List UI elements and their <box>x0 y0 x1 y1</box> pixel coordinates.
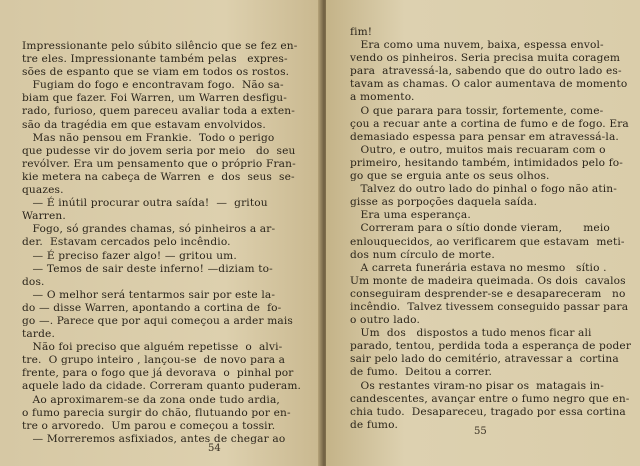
page-number-right: 55 <box>474 426 487 437</box>
text-line: Fugiam do fogo e encontravam fogo. Não sa- <box>22 79 284 92</box>
text-line: kie metera na cabeça de Warren e dos seus se- <box>22 170 295 183</box>
text-line: candescentes, avançar entre o fumo negro que en- <box>350 392 630 405</box>
text-line: parado, tentou, perdida toda a esperança de poder <box>350 340 632 353</box>
text-line: que pudesse vir do jovem seria por meio do seu <box>22 144 296 157</box>
text-line: dos. <box>22 275 45 288</box>
text-line: tavam as chamas. O calor aumentava de momento <box>350 78 628 91</box>
text-line: tre. O grupo inteiro , lançou-se de novo para a <box>22 354 286 367</box>
text-line: tre o arvoredo. Um parou e começou a tossir. <box>22 419 276 432</box>
text-line: a momento. <box>350 91 415 104</box>
text-line: Talvez do outro lado do pinhal o fogo não atin- <box>350 183 618 196</box>
text-line: o fumo parecia surgir do chão, flutuando por en- <box>22 406 291 419</box>
right-page <box>326 0 640 466</box>
text-line: enlouquecidos, ao verificarem que estavam meti- <box>350 235 625 248</box>
text-line: tarde. <box>22 328 55 341</box>
text-line: vendo os pinheiros. Seria precisa muita coragem <box>350 52 621 65</box>
text-line: revólver. Era um pensamento que o próprio Fran- <box>22 157 296 170</box>
text-line: fim! <box>350 26 373 38</box>
text-line: go —. Parece que por aqui começou a arder mais <box>22 314 293 327</box>
text-line: dos num círculo de morte. <box>350 248 495 261</box>
text-line: Outro, e outro, muitos mais recuaram com o <box>350 143 606 156</box>
page-number-left: 54 <box>208 443 221 454</box>
text-line: der. Estavam cercados pelo incêndio. <box>22 236 231 249</box>
right-page-text <box>350 26 630 432</box>
text-line: Impressionante pelo súbito silêncio que se fez en- <box>22 40 298 52</box>
text-line: demasiado espessa para pensar em atravessá-la. <box>350 130 619 143</box>
text-line: Fogo, só grandes chamas, só pinheiros a ar- <box>22 223 276 236</box>
text-line: Mas não pensou em Frankie. Todo o perigo <box>22 131 275 144</box>
text-line: Os restantes viram-no pisar os matagais in- <box>350 379 605 392</box>
text-line: aquele lado da cidade. Correram quanto puderam. <box>22 380 302 393</box>
text-line: gisse as porpoções daquela saída. <box>350 196 538 209</box>
text-line: Correram para o sítio donde vieram, meio <box>350 222 610 235</box>
text-line: tre eles. Impressionante também pelas expres- <box>22 53 288 66</box>
text-line: o outro lado. <box>350 314 421 327</box>
text-line: — O melhor será tentarmos sair por este la- <box>22 288 276 301</box>
text-line: Ao aproximarem-se da zona onde tudo ardia, <box>22 393 280 406</box>
text-line: — Morreremos asfixiados, antes de chegar ao <box>22 432 286 445</box>
text-line: A carreta funerária estava no mesmo sítio . <box>350 261 607 274</box>
text-line: O que parara para tossir, fortemente, come- <box>350 104 604 117</box>
text-line: são da tragédia em que estavam envolvidos. <box>22 118 266 131</box>
text-line: go que se erguia ante os seus olhos. <box>350 170 550 183</box>
text-line: quazes. <box>22 184 64 197</box>
text-line: biam que fazer. Foi Warren, um Warren desfigu- <box>22 92 287 105</box>
text-line: çou a recuar ante a cortina de fumo e de fogo. Era <box>350 117 629 130</box>
text-line: de fumo. Deitou a correr. <box>350 366 493 379</box>
text-line: Não foi preciso que alguém repetisse o alvi- <box>22 341 283 354</box>
text-line: Um monte de madeira queimada. Os dois cavalos <box>350 274 626 287</box>
text-line: Um dos dispostos a tudo menos ficar ali <box>350 327 592 340</box>
text-line: — É preciso fazer algo! — gritou um. <box>22 249 237 262</box>
text-line: conseguiram desprender-se e desapareceram no <box>350 287 626 300</box>
text-line: para atravessá-la, sabendo que do outro lado es- <box>350 65 622 78</box>
text-line: incêndio. Talvez tivessem conseguido passar para <box>350 300 629 313</box>
left-page-text <box>22 40 312 446</box>
text-line: do — disse Warren, apontando a cortina de fo- <box>22 301 282 314</box>
text-line: Era como uma nuvem, baixa, espessa envol- <box>350 39 604 52</box>
text-line: Warren. <box>22 210 66 223</box>
text-line: rado, furioso, quem pareceu avaliar toda a exten- <box>22 105 295 118</box>
text-line: frente, para o fogo que já devorava o pinhal por <box>22 367 294 380</box>
text-line: primeiro, hesitando também, intimidados pelo fo- <box>350 156 624 169</box>
text-line: Era uma esperança. <box>350 209 471 222</box>
text-line: — É inútil procurar outra saída! — gritou <box>22 197 268 210</box>
text-line: de fumo. <box>350 418 398 431</box>
text-line: — Temos de sair deste inferno! —diziam to- <box>22 262 273 275</box>
text-line: sair pelo lado do cemitério, atravessar a cortina <box>350 353 619 366</box>
text-line: chia tudo. Desapareceu, tragado por essa cortina <box>350 405 626 418</box>
text-line: sões de espanto que se viam em todos os rostos. <box>22 66 290 79</box>
